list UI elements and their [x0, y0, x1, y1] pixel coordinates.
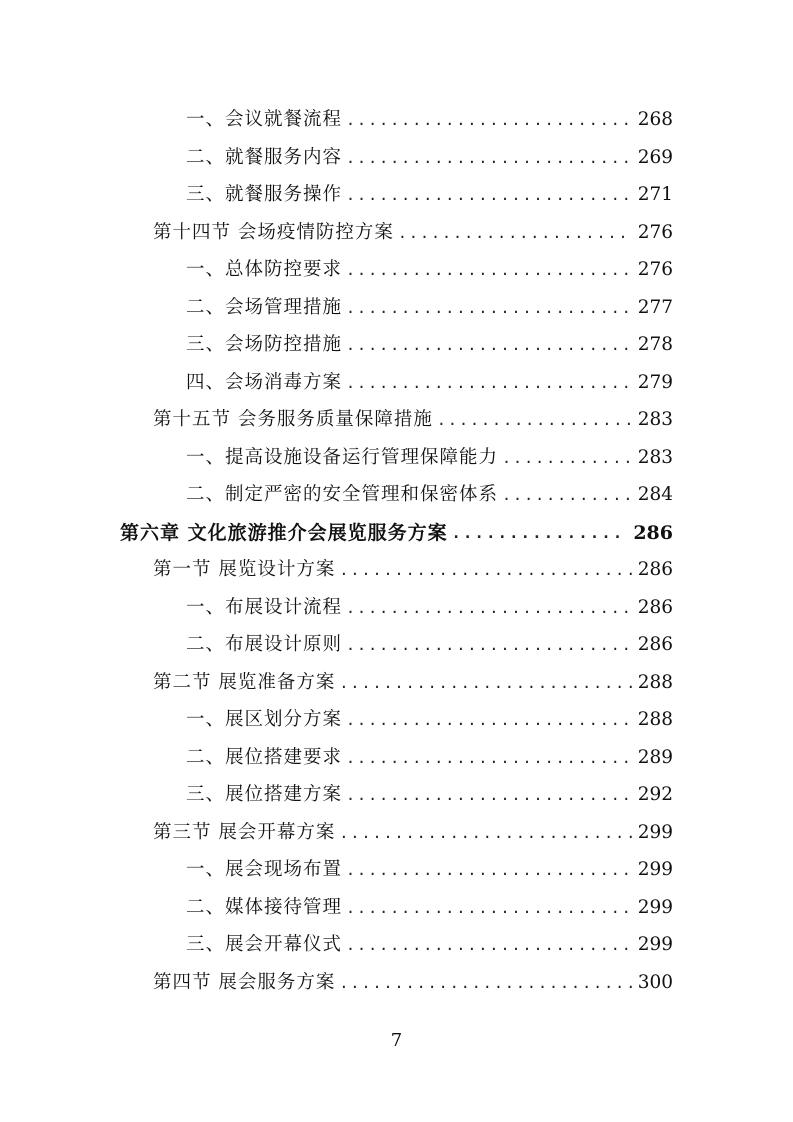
toc-entry-item[interactable] — [186, 700, 673, 732]
toc-entry-title: 一、布展设计流程 — [186, 596, 343, 618]
toc-dot-leader — [346, 746, 632, 770]
toc-entry-page-number: 288 — [637, 671, 673, 693]
toc-entry-item[interactable] — [186, 288, 673, 320]
toc-entry-page-number: 299 — [637, 859, 673, 880]
toc-entry-item[interactable] — [186, 775, 673, 807]
toc-entry-title: 第四节 展会服务方案 — [153, 971, 336, 993]
toc-dot-leader — [346, 783, 632, 807]
toc-entry-section[interactable] — [153, 400, 673, 432]
toc-dot-leader — [346, 296, 632, 320]
toc-entry-title: 第三节 展会开幕方案 — [153, 821, 336, 843]
toc-entry-section[interactable] — [153, 663, 673, 695]
toc-dot-leader — [346, 933, 632, 957]
toc-entry-item[interactable] — [186, 588, 673, 620]
toc-entry-page-number: 278 — [637, 334, 673, 355]
toc-dot-leader — [502, 446, 632, 470]
toc-dot-leader — [452, 521, 628, 545]
toc-entry-page-number: 269 — [637, 146, 673, 168]
toc-entry-section[interactable] — [153, 963, 673, 995]
toc-entry-page-number: 268 — [637, 109, 673, 130]
toc-entry-item[interactable] — [186, 325, 673, 357]
toc-entry-page-number: 279 — [637, 371, 673, 393]
toc-entry-item[interactable] — [186, 438, 673, 470]
toc-entry-page-number: 299 — [637, 821, 673, 843]
toc-dot-leader — [339, 971, 631, 995]
toc-entry-page-number: 283 — [637, 446, 673, 468]
toc-dot-leader — [346, 596, 632, 620]
toc-entry-title: 二、制定严密的安全管理和保密体系 — [186, 484, 499, 505]
toc-dot-leader — [346, 371, 632, 395]
toc-dot-leader — [437, 408, 632, 432]
toc-entry-title: 三、展会开幕仪式 — [186, 934, 343, 955]
toc-entry-title: 第二节 展览准备方案 — [153, 671, 336, 693]
toc-entry-page-number: 286 — [633, 521, 673, 544]
toc-dot-leader — [346, 896, 632, 920]
toc-entry-item[interactable] — [186, 475, 673, 507]
toc-entry-page-number: 292 — [637, 784, 673, 805]
toc-entry-item[interactable] — [186, 138, 673, 170]
toc-entry-title: 二、展位搭建要求 — [186, 746, 343, 768]
toc-dot-leader — [346, 146, 632, 170]
toc-entry-chapter[interactable] — [120, 513, 673, 545]
toc-entry-title: 第十五节 会务服务质量保障措施 — [153, 409, 433, 430]
toc-entry-item[interactable] — [186, 625, 673, 657]
toc-entry-page-number: 299 — [637, 934, 673, 955]
toc-entry-item[interactable] — [186, 925, 673, 957]
toc-entry-item[interactable] — [186, 175, 673, 207]
toc-dot-leader — [339, 671, 631, 695]
toc-entry-item[interactable] — [186, 363, 673, 395]
toc-entry-title: 三、展位搭建方案 — [186, 784, 343, 805]
toc-entry-title: 第十四节 会场疫情防控方案 — [153, 221, 394, 243]
toc-entry-title: 二、媒体接待管理 — [186, 896, 343, 918]
toc-entry-page-number: 283 — [637, 409, 673, 430]
toc-dot-leader — [339, 821, 631, 845]
toc-dot-leader — [346, 633, 632, 657]
toc-dot-leader — [339, 558, 631, 582]
toc-entry-title: 一、总体防控要求 — [186, 259, 343, 280]
toc-entry-page-number: 286 — [637, 596, 673, 618]
toc-entry-page-number: 286 — [637, 559, 673, 580]
toc-entry-item[interactable] — [186, 100, 673, 132]
toc-entry-section[interactable] — [153, 213, 673, 245]
toc-entry-title: 三、就餐服务操作 — [186, 184, 343, 205]
toc-entry-section[interactable] — [153, 813, 673, 845]
toc-dot-leader — [502, 483, 632, 507]
toc-entry-title: 二、就餐服务内容 — [186, 146, 343, 168]
toc-entry-title: 一、展会现场布置 — [186, 859, 343, 880]
toc-entry-page-number: 300 — [637, 971, 673, 993]
toc-dot-leader — [346, 708, 632, 732]
toc-entry-page-number: 299 — [637, 896, 673, 918]
toc-entry-title: 第六章 文化旅游推介会展览服务方案 — [120, 521, 448, 544]
toc-entry-page-number: 288 — [637, 709, 673, 730]
toc-dot-leader — [346, 258, 632, 282]
toc-entry-title: 三、会场防控措施 — [186, 334, 343, 355]
toc-entry-item[interactable] — [186, 738, 673, 770]
toc-dot-leader — [346, 333, 632, 357]
toc-entry-page-number: 286 — [637, 634, 673, 655]
toc-entry-item[interactable] — [186, 888, 673, 920]
toc-entry-title: 二、会场管理措施 — [186, 296, 343, 318]
toc-entry-page-number: 276 — [637, 259, 673, 280]
toc-dot-leader — [346, 108, 632, 132]
toc-entry-section[interactable] — [153, 550, 673, 582]
toc-entry-item[interactable] — [186, 850, 673, 882]
toc-entry-page-number: 284 — [637, 484, 673, 505]
toc-entry-title: 二、布展设计原则 — [186, 634, 343, 655]
toc-dot-leader — [346, 183, 632, 207]
toc-entry-title: 一、会议就餐流程 — [186, 109, 343, 130]
toc-entry-title: 一、展区划分方案 — [186, 709, 343, 730]
toc-entry-item[interactable] — [186, 250, 673, 282]
toc-entry-title: 第一节 展览设计方案 — [153, 559, 336, 580]
toc-dot-leader — [398, 221, 632, 245]
page-number: 7 — [390, 1030, 403, 1051]
toc-entry-title: 一、提高设施设备运行管理保障能力 — [186, 446, 499, 468]
toc-entry-page-number: 271 — [637, 184, 673, 205]
toc-entry-page-number: 276 — [637, 221, 673, 243]
toc-entry-page-number: 289 — [637, 746, 673, 768]
toc-dot-leader — [346, 858, 632, 882]
toc-entry-page-number: 277 — [637, 296, 673, 318]
toc-entry-title: 四、会场消毒方案 — [186, 371, 343, 393]
